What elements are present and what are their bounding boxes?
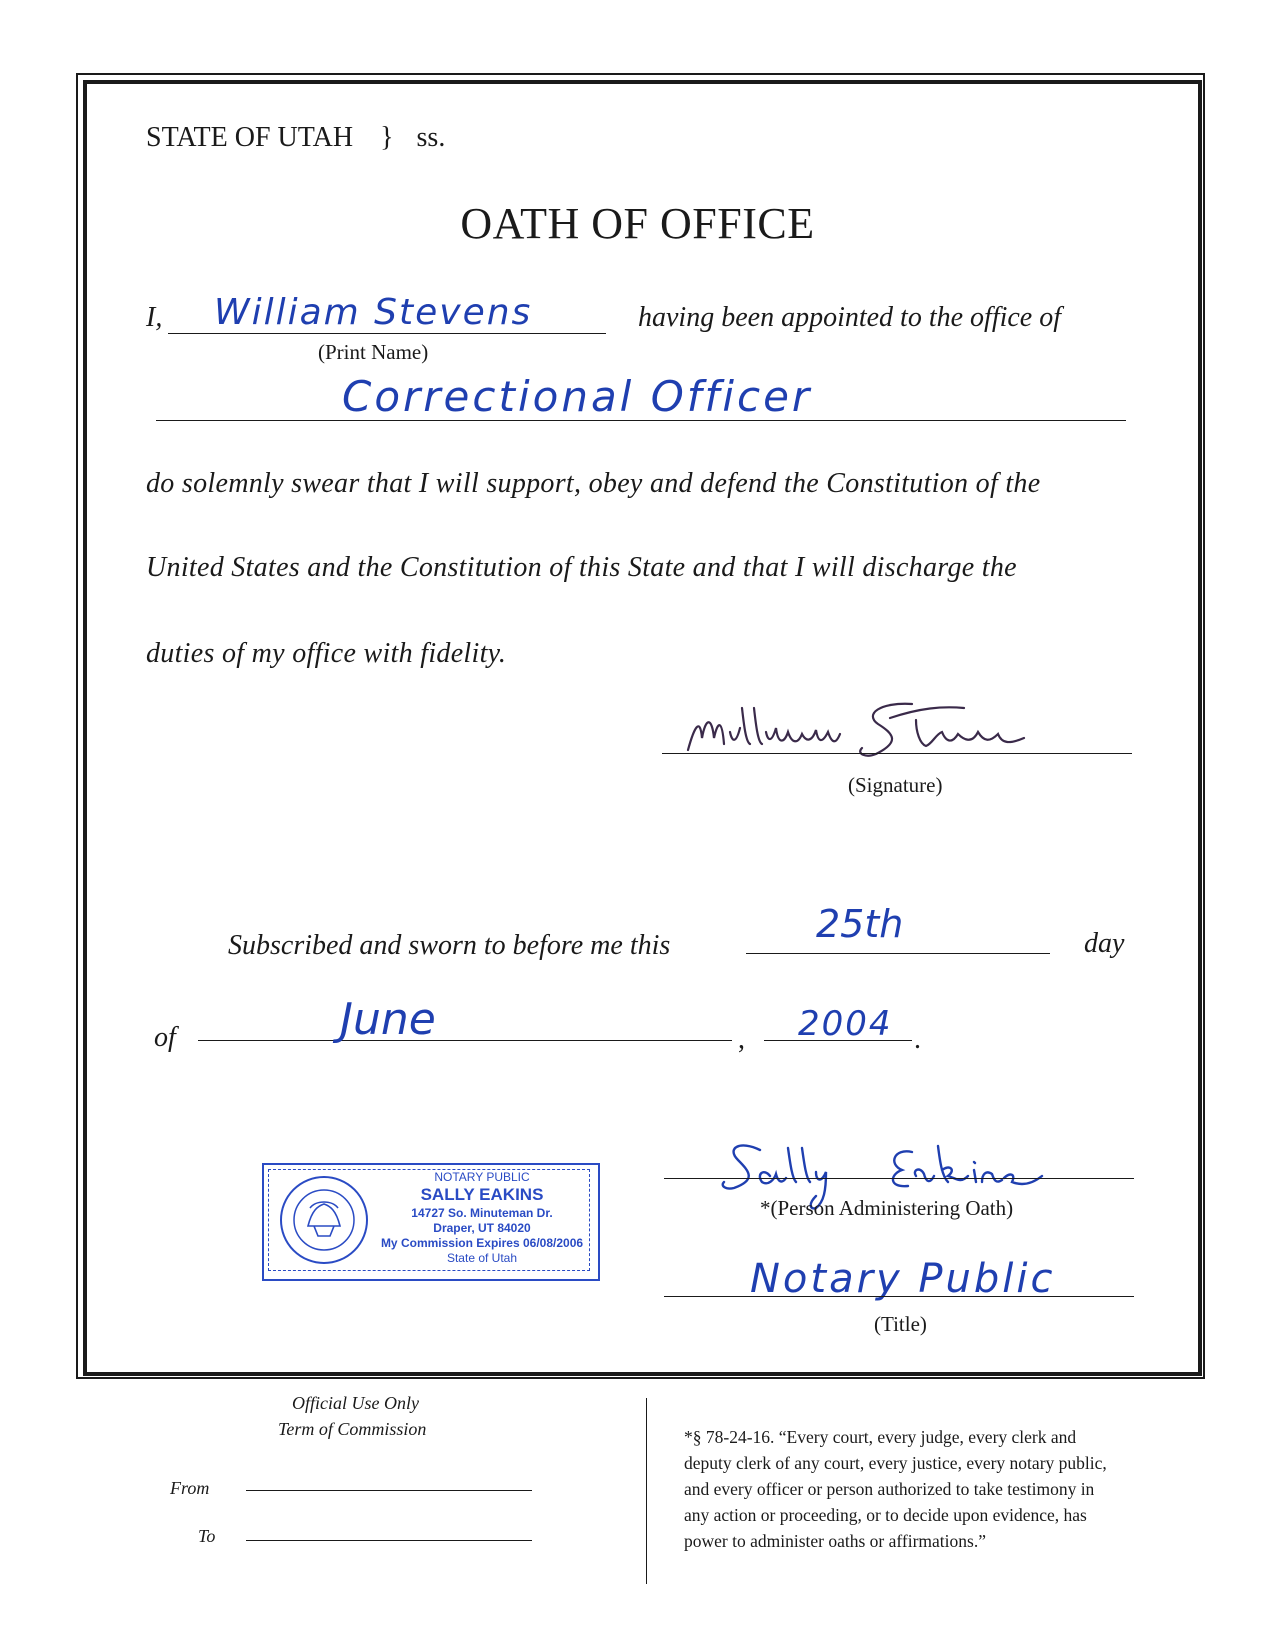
footnote-line-1: *§ 78-24-16. “Every court, every judge, every clerk and — [684, 1427, 1077, 1447]
from-label: From — [170, 1478, 210, 1498]
footnote-line-5: power to administer oaths or affirmations.” — [684, 1531, 986, 1551]
state-name: STATE OF UTAH — [146, 122, 354, 153]
day-value: 25th — [816, 902, 904, 946]
oath-body-line-3: duties of my office with fidelity. — [146, 638, 507, 669]
office-value: Correctional Officer — [342, 372, 813, 421]
appointed-text: having been appointed to the office of — [638, 302, 1062, 333]
month-comma: , — [738, 1024, 745, 1055]
print-name-value: William Stevens — [214, 292, 533, 333]
of-word: of — [154, 1022, 176, 1053]
print-name-line — [168, 333, 606, 334]
official-use-heading: Official Use Only — [292, 1393, 419, 1413]
signature-label: (Signature) — [848, 773, 943, 797]
day-word: day — [1084, 928, 1125, 959]
month-line — [198, 1040, 732, 1041]
day-line — [746, 953, 1050, 954]
title-line — [664, 1296, 1134, 1297]
document-title: OATH OF OFFICE — [460, 199, 815, 248]
stamp-line-3: 14727 So. Minuteman Dr. — [411, 1206, 553, 1220]
stamp-line-2: SALLY EAKINS — [420, 1185, 544, 1204]
oath-body-line-1: do solemnly swear that I will support, obey and defend the Constitution of the — [146, 468, 1041, 499]
to-line — [246, 1540, 532, 1541]
footnote-line-4: any action or proceeding, or to decide upon evidence, has — [684, 1505, 1087, 1525]
title-label: (Title) — [874, 1312, 927, 1336]
stamp-line-5: My Commission Expires 06/08/2006 — [380, 1236, 584, 1250]
ss-abbrev: ss. — [416, 122, 446, 153]
from-line — [246, 1490, 532, 1491]
administering-label: *(Person Administering Oath) — [760, 1196, 1014, 1220]
month-value: June — [340, 994, 436, 1045]
stamp-line-6: State of Utah — [446, 1251, 518, 1265]
stamp-line-4: Draper, UT 84020 — [433, 1221, 531, 1235]
footer-divider — [646, 1398, 647, 1584]
footnote-line-2: deputy clerk of any court, every justice, every notary public, — [684, 1453, 1107, 1473]
stamp-line-1: NOTARY PUBLIC — [434, 1170, 530, 1184]
print-name-label: (Print Name) — [318, 340, 429, 364]
state-heading — [146, 122, 445, 154]
brace: } — [380, 122, 394, 153]
statute-footnote — [684, 1424, 1107, 1554]
oath-body-line-2: United States and the Constitution of this State and that I will discharge the — [146, 552, 1017, 583]
year-value: 2004 — [798, 1004, 893, 1044]
footnote-line-3: and every officer or person authorized to take testimony in — [684, 1479, 1095, 1499]
oath-taker-signature — [680, 698, 1080, 768]
title-value: Notary Public — [750, 1256, 1056, 1302]
subscribed-text: Subscribed and sworn to before me this — [228, 930, 671, 961]
to-label: To — [198, 1526, 216, 1546]
administering-line — [664, 1178, 1134, 1179]
signature-line — [662, 753, 1132, 754]
oath-prefix: I, — [146, 302, 163, 333]
state-seal — [278, 1174, 370, 1266]
term-of-commission-heading: Term of Commission — [278, 1419, 427, 1439]
year-period: . — [914, 1024, 921, 1055]
